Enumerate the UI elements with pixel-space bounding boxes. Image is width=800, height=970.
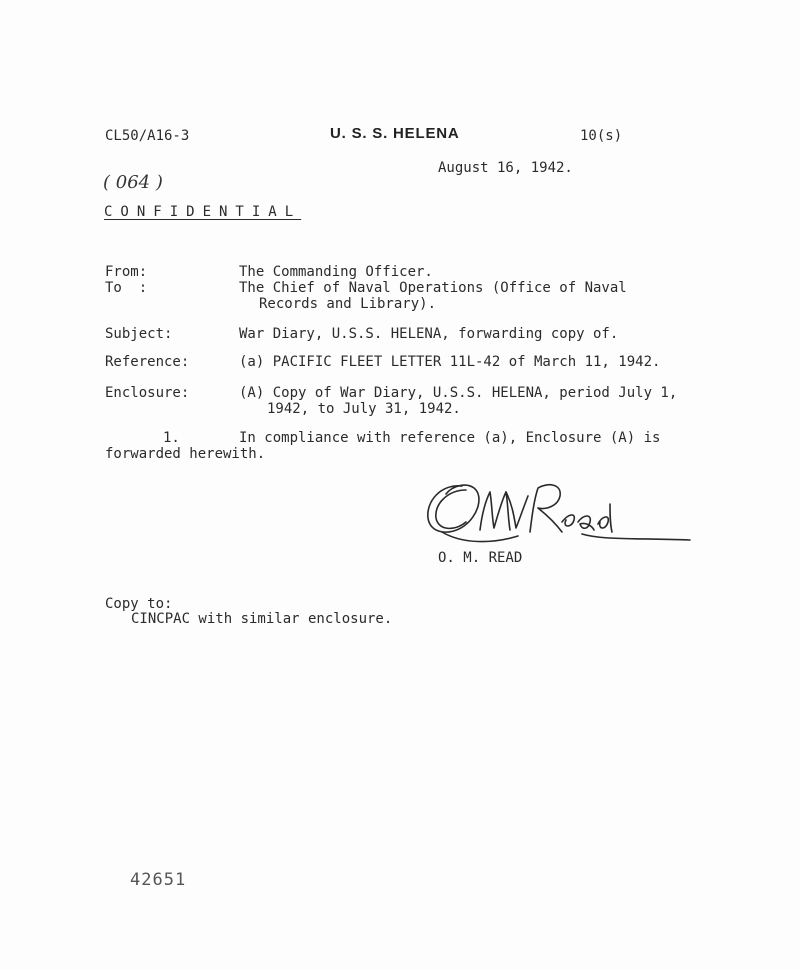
copy-to-value: CINCPAC with similar enclosure. [131,611,393,627]
paragraph-line1: In compliance with reference (a), Enclosure (A) is [239,430,661,446]
page-code: 10(s) [580,128,623,144]
paragraph-line2: forwarded herewith. [105,446,266,462]
reference-label: Reference: [105,354,190,370]
to-value-line1: The Chief of Naval Operations (Office of Naval [239,280,627,296]
file-code: CL50/A16-3 [105,128,190,144]
handwritten-serial-number: ( 064 ) [103,172,163,193]
copy-to-label: Copy to: [105,596,173,612]
signed-name: O. M. READ [438,550,523,566]
paragraph-number: 1. [163,430,180,446]
ship-name-title: U. S. S. HELENA [330,125,460,142]
subject-value: War Diary, U.S.S. HELENA, forwarding copy of. [239,326,619,342]
enclosure-value-line2: 1942, to July 31, 1942. [267,401,461,417]
from-label: From: [105,264,148,280]
enclosure-label: Enclosure: [105,385,190,401]
archive-stamp-number: 42651 [130,870,187,890]
classification-heading: CONFIDENTIAL [104,204,302,220]
from-value: The Commanding Officer. [239,264,433,280]
subject-label: Subject: [105,326,173,342]
handwritten-signature [422,474,692,554]
letter-date: August 16, 1942. [438,160,573,176]
reference-value: (a) PACIFIC FLEET LETTER 11L-42 of March 11, 1942. [239,354,661,370]
enclosure-value-line1: (A) Copy of War Diary, U.S.S. HELENA, period July 1, [239,385,678,401]
to-value-line2: Records and Library). [259,296,437,312]
to-label: To : [105,280,148,296]
